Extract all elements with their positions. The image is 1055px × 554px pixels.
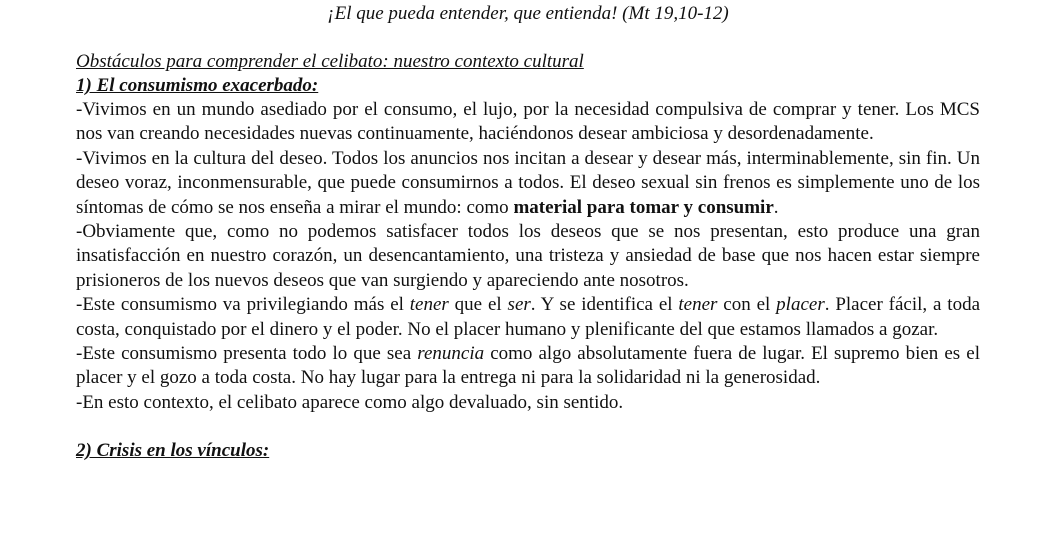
paragraph-4-tener-1: tener xyxy=(409,294,449,316)
paragraph-4 xyxy=(76,293,980,342)
paragraph-2-text: -Vivimos en la cultura del deseo. Todos los anuncios nos incitan a desear y desear más, interminablemente, sin fin. Un deseo voraz, inconmensurable, que puede consumirnos a todos. El deseo sexual sin frenos es simplemente uno de los síntomas de cómo se nos enseña a mirar el mundo: como xyxy=(76,147,980,218)
document-page xyxy=(76,0,980,463)
subsection-heading-1: 1) El consumismo exacerbado: xyxy=(76,75,319,96)
paragraph-6-text: -En esto contexto, el celibato aparece como algo devaluado, sin sentido. xyxy=(76,391,624,413)
paragraph-5 xyxy=(76,342,980,391)
section-title: Obstáculos para comprender el celibato: nuestro contexto cultural xyxy=(76,51,584,72)
paragraph-4-text-b: que el xyxy=(448,294,508,316)
paragraph-1 xyxy=(76,98,980,147)
paragraph-4-tener-2: tener xyxy=(678,294,718,316)
paragraph-4-ser: ser xyxy=(507,294,531,316)
paragraph-3-text: -Obviamente que, como no podemos satisfacer todos los deseos que se nos presentan, esto produce una gran insatisfacción en nuestro corazón, un desencantamiento, una tristeza y ansiedad de base que nos hacen estar siempre prisioneros de los nuevos deseos que van surgiendo y apareciendo ante nosotros. xyxy=(76,221,980,291)
paragraph-2-bold: material para tomar y consumir xyxy=(513,196,774,218)
paragraph-5-renuncia: renuncia xyxy=(417,343,485,365)
epigraph: ¡El que pueda entender, que entienda! (Mt 19,10-12) xyxy=(327,3,729,24)
paragraph-2-end: . xyxy=(773,196,779,218)
paragraph-4-text-a: -Este consumismo va privilegiando más el xyxy=(76,294,410,316)
paragraph-4-text-e: . Placer fácil, a toda costa, conquistado por el dinero y el poder. No el placer humano y plenificante del que estamos llamados a gozar. xyxy=(76,294,981,340)
paragraph-1-text: -Vivimos en un mundo asediado por el consumo, el lujo, por la necesidad compulsiva de comprar y tener. Los MCS nos van creando necesidades nuevas continuamente, haciéndonos desear ambiciosa y desordenadamente. xyxy=(76,99,980,145)
paragraph-4-placer: placer xyxy=(776,294,825,316)
paragraph-5-text-b: como algo absolutamente fuera de lugar. El supremo bien es el placer y el gozo a toda costa. No hay lugar para la entrega ni para la solidaridad ni la generosidad. xyxy=(76,343,980,389)
paragraph-2 xyxy=(76,147,980,220)
paragraph-4-text-d: con el xyxy=(717,294,777,316)
paragraph-6 xyxy=(76,391,980,415)
subsection-heading-2: 2) Crisis en los vínculos: xyxy=(76,440,270,462)
paragraph-3 xyxy=(76,220,980,293)
paragraph-4-text-c: . Y se identifica el xyxy=(530,294,679,316)
paragraph-5-text-a: -Este consumismo presenta todo lo que sea xyxy=(76,343,418,365)
